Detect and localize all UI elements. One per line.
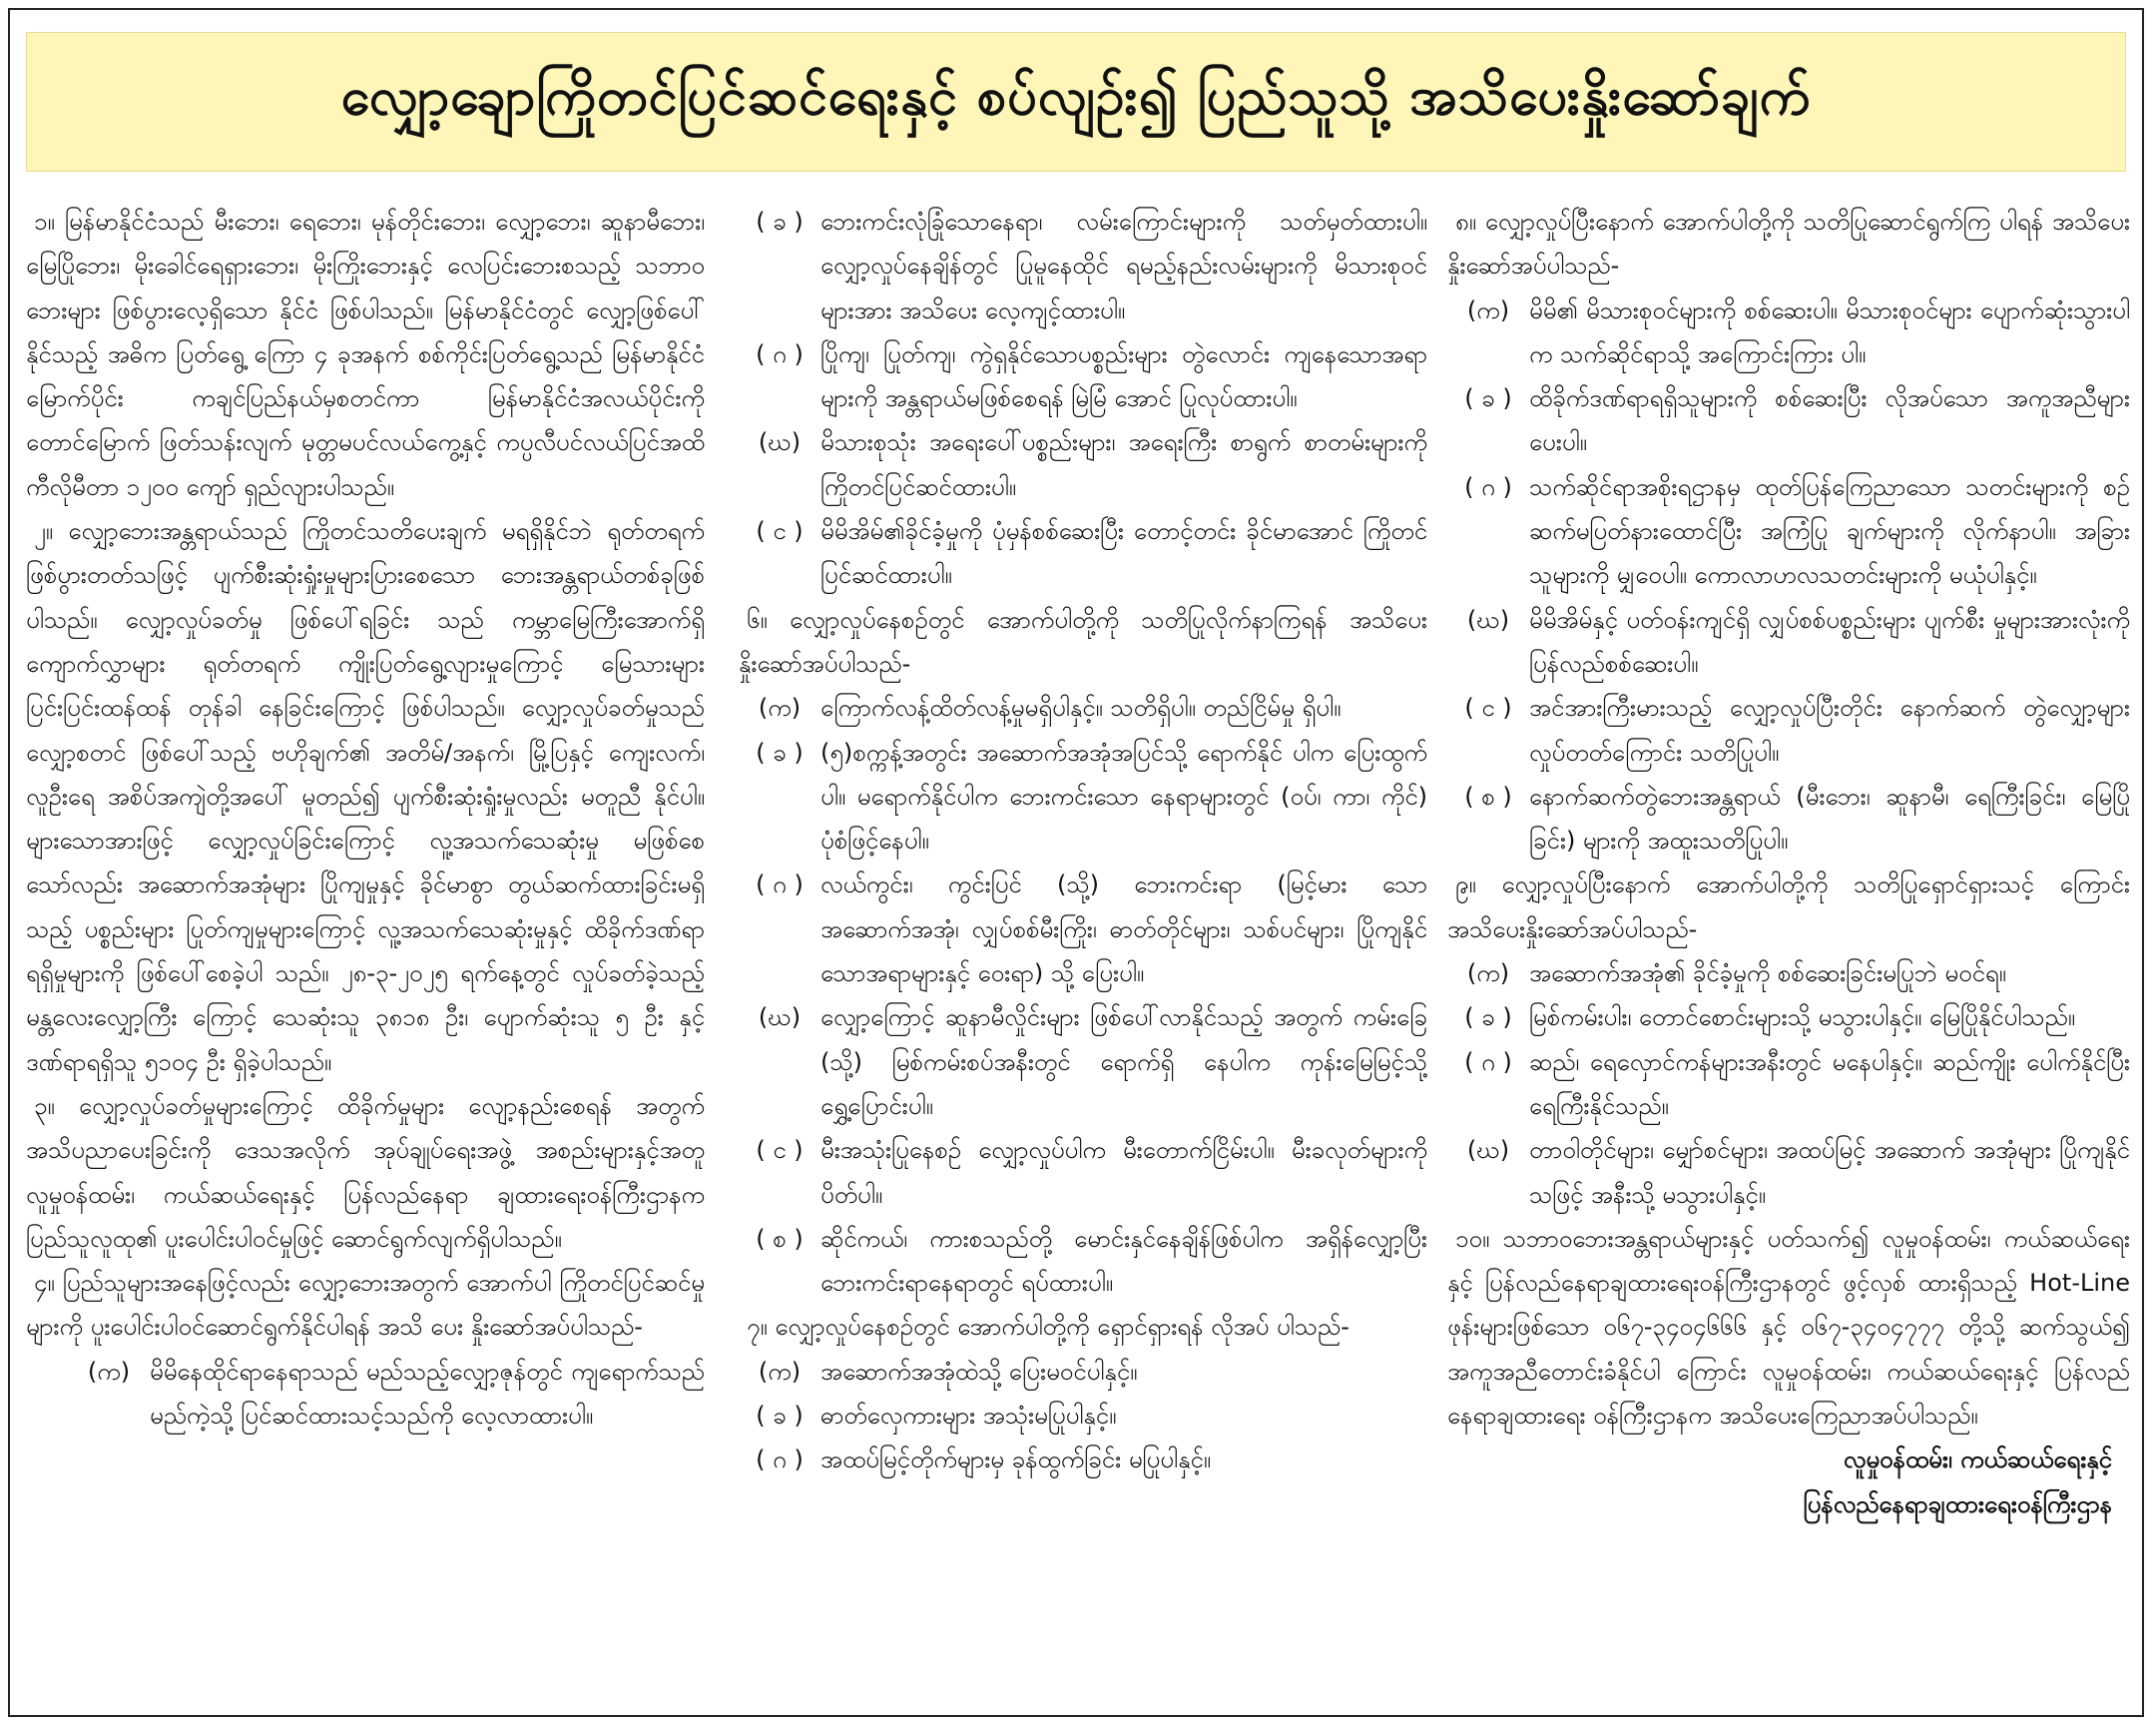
sub-item xyxy=(1447,465,2130,598)
sub-item-text: မိမိအိမ်နှင့် ပတ်ဝန်းကျင်ရှိ လျှပ်စစ်ပစ္စည်းများ ပျက်စီး မှုများအားလုံးကို ပြန်လည်စစ်ဆေးပါ။ xyxy=(1529,605,2130,678)
sub-item-marker: ( ဂ ) xyxy=(1464,472,1512,501)
column-middle xyxy=(739,200,1427,1697)
sub-item xyxy=(1447,1040,2130,1129)
sub-item-marker: ( ခ ) xyxy=(756,1402,804,1431)
sub-item-marker: ( ခ ) xyxy=(756,738,804,767)
sub-item-text: မိမိ၏ မိသားစုဝင်များကို စစ်ဆေးပါ။ မိသားစုဝင်များ ပျောက်ဆုံးသွားပါက သက်ဆိုင်ရာသို့ အကြောင်းကြား ပါ။ xyxy=(1529,295,2130,368)
numbered-paragraph: ၆။ လျှော့လှုပ်နေစဉ်တွင် အောက်ပါတို့ကို သတိပြုလိုက်နာကြရန် အသိပေးနှိုးဆော်အပ်ပါသည်- xyxy=(739,605,1427,678)
sub-item-text: အထပ်မြင့်တိုက်များမှ ခုန်ထွက်ခြင်း မပြုပါနှင့်။ xyxy=(820,1445,1212,1474)
sub-item-text: ထိခိုက်ဒဏ်ရာရရှိသူများကို စစ်ဆေးပြီး လိုအပ်သော အကူအညီများပေးပါ။ xyxy=(1529,384,2130,457)
sub-item-text: ဘေးကင်းလုံခြုံသောနေရာ၊ လမ်းကြောင်းများကို သတ်မှတ်ထားပါ။ လျှော့လှုပ်နေချိန်တွင် ပြုမူနေထိုင် ရမည့်နည်းလမ်းများကို မိသားစုဝင်များအား အသိပေး လေ့ကျင့်ထားပါ။ xyxy=(820,208,1427,324)
sub-item xyxy=(739,1128,1427,1217)
title-banner xyxy=(26,32,2126,172)
sub-item-marker: (က) xyxy=(1466,959,1510,988)
page-title: လျှော့ချောကြိုတင်ပြင်ဆင်ရေးနှင့် စပ်လျဉ်း၍ ပြည်သူသို့ အသိပေးနှိုးဆော်ချက် xyxy=(340,67,1812,127)
sub-item-marker: (ဃ) xyxy=(758,1003,802,1032)
sub-item xyxy=(739,863,1427,995)
sub-item xyxy=(1447,1128,2130,1217)
sub-item-marker: (ဃ) xyxy=(1466,1136,1510,1165)
sub-item-text: အဆောက်အအုံထဲသို့ ပြေးမဝင်ပါနှင့်။ xyxy=(820,1357,1138,1386)
numbered-paragraph: ၈။ လျှော့လှုပ်ပြီးနောက် အောက်ပါတို့ကို သတိပြုဆောင်ရွက်ကြ ပါရန် အသိပေးနှိုးဆော်အပ်ပါသည်- xyxy=(1447,208,2130,281)
sub-item-marker: ( ဂ ) xyxy=(756,1445,804,1474)
sub-item-text: နောက်ဆက်တွဲဘေးအန္တရာယ် (မီးဘေး၊ ဆူနာမီ၊ ရေကြီးခြင်း၊ မြေပြိုခြင်း) များကို အထူးသတိပြုပါ။ xyxy=(1529,782,2130,856)
sub-item-marker: ( ဂ ) xyxy=(756,870,804,899)
sub-item xyxy=(1447,775,2130,864)
sub-item xyxy=(739,1350,1427,1394)
sub-item xyxy=(1447,288,2130,377)
sub-item xyxy=(739,332,1427,421)
column-right xyxy=(1447,200,2130,1697)
sub-item-text: ဓာတ်လှေကားများ အသုံးမပြုပါနှင့်။ xyxy=(820,1402,1117,1431)
sub-item-marker: ( ခ ) xyxy=(1464,384,1512,413)
column-left xyxy=(26,200,705,1697)
sub-item xyxy=(739,995,1427,1128)
sub-item xyxy=(739,1217,1427,1306)
numbered-paragraph: ၁။ မြန်မာနိုင်ငံသည် မီးဘေး၊ ရေဘေး၊ မုန်တိုင်းဘေး၊ လျှော့ဘေး၊ ဆူနာမီဘေး၊ မြေပြိုဘေး၊ မိုးခေါင်ရေရှားဘေး၊ မိုးကြိုးဘေးနှင့် လေပြင်းဘေးစသည့် သဘာဝဘေးများ ဖြစ်ပွားလေ့ရှိသော နိုင်ငံ ဖြစ်ပါသည်။ မြန်မာနိုင်ငံတွင် လျှော့ဖြစ်ပေါ်နိုင်သည့် အဓိက ပြတ်ရွေ့ ကြော ၄ ခုအနက် စစ်ကိုင်းပြတ်ရွေ့သည် မြန်မာနိုင်ငံမြောက်ပိုင်း ကချင်ပြည်နယ်မှစတင်ကာ မြန်မာနိုင်ငံအလယ်ပိုင်းကို တောင်မြောက် ဖြတ်သန်းလျက် မုတ္တမပင်လယ်ကွေ့နှင့် ကပ္ပလီပင်လယ်ပြင်အထိ ကီလိုမီတာ ၁၂၀၀ ကျော် ရှည်လျားပါသည်။ xyxy=(26,208,705,501)
sub-item xyxy=(1447,951,2130,995)
sub-item-marker: ( စ ) xyxy=(1464,782,1512,811)
sub-item xyxy=(739,731,1427,864)
sub-item-text: (၅)စက္ကန့်အတွင်း အဆောက်အအုံအပြင်သို့ ရောက်နိုင် ပါက ပြေးထွက်ပါ။ မရောက်နိုင်ပါက ဘေးကင်းသော နေရာများတွင် (ဝပ်၊ ကာ၊ ကိုင်) ပုံစံဖြင့်နေပါ။ xyxy=(820,738,1427,856)
sub-item-marker: ( ခ ) xyxy=(1464,1003,1512,1032)
sub-item-marker: ( င ) xyxy=(756,517,804,546)
sub-item-text: မိမိအိမ်၏ခိုင်ခံ့မှုကို ပုံမှန်စစ်ဆေးပြီး တောင့်တင်း ခိုင်မာအောင် ကြိုတင်ပြင်ဆင်ထားပါ။ xyxy=(820,517,1427,590)
sub-item-marker: (က) xyxy=(758,694,802,723)
sub-item-text: မိမိနေထိုင်ရာနေရာသည် မည်သည့်လျှော့ဇုန်တွင် ကျရောက်သည် မည်ကဲ့သို့ ပြင်ဆင်ထားသင့်သည်ကို လေ့လာထားပါ။ xyxy=(150,1357,705,1431)
sub-item xyxy=(739,1394,1427,1438)
sub-item xyxy=(1447,598,2130,687)
sub-item-marker: (ဃ) xyxy=(758,428,802,457)
sub-item-text: မီးအသုံးပြုနေစဉ် လျှော့လှုပ်ပါက မီးတောက်ငြိမ်းပါ။ မီးခလုတ်များကို ပိတ်ပါ။ xyxy=(820,1136,1427,1209)
signature-line2: ပြန်လည်နေရာချထားရေးဝန်ကြီးဌာန xyxy=(1803,1489,2112,1518)
numbered-paragraph: ၄။ ပြည်သူများအနေဖြင့်လည်း လျှော့ဘေးအတွက် အောက်ပါ ကြိုတင်ပြင်ဆင်မှုများကို ပူးပေါင်းပါဝင်ဆောင်ရွက်နိုင်ပါရန် အသိ ပေး နှိုးဆော်အပ်ပါသည်- xyxy=(26,1269,705,1342)
sub-item xyxy=(1447,995,2130,1039)
sub-item-marker: (က) xyxy=(758,1357,802,1386)
sub-item-marker: (က) xyxy=(1466,295,1510,324)
sub-item-marker: ( စ ) xyxy=(756,1224,804,1253)
numbered-paragraph: ၃။ လျှော့လှုပ်ခတ်မှုများကြောင့် ထိခိုက်မှုများ လျော့နည်းစေရန် အတွက် အသိပညာပေးခြင်းကို ဒေသအလိုက် အုပ်ချုပ်ရေးအဖွဲ့ အစည်းများနှင့်အတူ လူမှုဝန်ထမ်း၊ ကယ်ဆယ်ရေးနှင့် ပြန်လည်နေရာ ချထားရေးဝန်ကြီးဌာနက ပြည်သူလူထု၏ ပူးပေါင်းပါဝင်မှုဖြင့် ဆောင်ရွက်လျက်ရှိပါသည်။ xyxy=(26,1091,705,1253)
sub-item-text: မြစ်ကမ်းပါး၊ တောင်စောင်းများသို့ မသွားပါနှင့်။ မြေပြိုနိုင်ပါသည်။ xyxy=(1529,1003,2076,1032)
sub-item-text: တာဝါတိုင်များ၊ မျှော်စင်များ၊ အထပ်မြင့် အဆောက် အအုံများ ပြိုကျနိုင်သဖြင့် အနီးသို့ မသွားပါနှင့်။ xyxy=(1529,1136,2130,1209)
sub-item xyxy=(739,200,1427,332)
numbered-paragraph: ၇။ လျှော့လှုပ်နေစဉ်တွင် အောက်ပါတို့ကို ရှောင်ရှားရန် လိုအပ် ပါသည်- xyxy=(747,1313,1349,1342)
sub-item-marker: ( ဂ ) xyxy=(756,339,804,368)
sub-item-marker: (ဃ) xyxy=(1466,605,1510,634)
sub-item-text: လယ်ကွင်း၊ ကွင်းပြင် (သို့) ဘေးကင်းရာ (မြင့်မား သော အဆောက်အအုံ၊ လျှပ်စစ်မီးကြိုး၊ ဓာတ်တိုင်များ၊ သစ်ပင်များ၊ ပြိုကျနိုင်သောအရာများနှင့် ဝေးရာ) သို့ ပြေးပါ။ xyxy=(820,870,1427,988)
sub-item-text: ကြောက်လန့်ထိတ်လန့်မှုမရှိပါနှင့်။ သတိရှိပါ။ တည်ငြိမ်မှု ရှိပါ။ xyxy=(820,694,1342,723)
sub-item xyxy=(739,1438,1427,1481)
sub-item-marker: ( ခ ) xyxy=(756,208,804,236)
numbered-paragraph: ၉။ လျှော့လှုပ်ပြီးနောက် အောက်ပါတို့ကို သတိပြုရှောင်ရှားသင့် ကြောင်း အသိပေးနှိုးဆော်အပ်ပါသည်- xyxy=(1447,870,2130,943)
sub-item xyxy=(26,1350,705,1439)
sub-item-text: ပြိုကျ၊ ပြုတ်ကျ၊ ကွဲရှနိုင်သောပစ္စည်းများ တွဲလောင်း ကျနေသောအရာများကို အန္တရာယ်မဖြစ်စေရန် မြဲမြံ အောင် ပြုလုပ်ထားပါ။ xyxy=(820,339,1427,413)
sub-item-text: ဆိုင်ကယ်၊ ကားစသည်တို့ မောင်းနှင်နေချိန်ဖြစ်ပါက အရှိန်လျှော့ပြီး ဘေးကင်းရာနေရာတွင် ရပ်ထားပါ။ xyxy=(820,1224,1427,1298)
sub-item-marker: ( ဂ ) xyxy=(1464,1047,1512,1076)
sub-item-text: မိသားစုသုံး အရေးပေါ်ပစ္စည်းများ၊ အရေးကြီး စာရွက် စာတမ်းများကို ကြိုတင်ပြင်ဆင်ထားပါ။ xyxy=(820,428,1427,501)
sub-item-text: သက်ဆိုင်ရာအစိုးရဌာနမှ ထုတ်ပြန်ကြေညာသော သတင်းများကို စဉ်ဆက်မပြတ်နားထောင်ပြီး အကြံပြု ချက်များကို လိုက်နာပါ။ အခြားသူများကို မျှဝေပါ။ ကောလာဟလသတင်းများကို မယုံပါနှင့်။ xyxy=(1529,472,2130,590)
numbered-paragraph: ၂။ လျှော့ဘေးအန္တရာယ်သည် ကြိုတင်သတိပေးချက် မရရှိနိုင်ဘဲ ရုတ်တရက် ဖြစ်ပွားတတ်သဖြင့် ပျက်စီးဆုံးရှုံးမှုများပြားစေသော ဘေးအန္တရာယ်တစ်ခုဖြစ်ပါသည်။ လျှော့လှုပ်ခတ်မှု ဖြစ်ပေါ်ရခြင်း သည် ကမ္ဘာမြေကြီးအောက်ရှိ ကျောက်လွှာများ ရုတ်တရက် ကျိုးပြတ်ရွေ့လျားမှုကြောင့် မြေသားများ ပြင်းပြင်းထန်ထန် တုန်ခါ နေခြင်းကြောင့် ဖြစ်ပါသည်။ လျှော့လှုပ်ခတ်မှုသည် လျှော့စတင် ဖြစ်ပေါ်သည့် ဗဟိုချက်၏ အတိမ်/အနက်၊ မြို့ပြနှင့် ကျေးလက်၊ လူဦးရေ အစိပ်အကျဲတို့အပေါ် မူတည်၍ ပျက်စီးဆုံးရှုံးမှုလည်း မတူညီ နိုင်ပါ။ များသောအားဖြင့် လျှော့လှုပ်ခြင်းကြောင့် လူ့အသက်သေဆုံးမှု မဖြစ်စေသော်လည်း အဆောက်အအုံများ ပြိုကျမှုနှင့် ခိုင်မာစွာ တွယ်ဆက်ထားခြင်းမရှိသည့် ပစ္စည်းများ ပြုတ်ကျမှုများကြောင့် လူ့အသက်သေဆုံးမှုနှင့် ထိခိုက်ဒဏ်ရာ ရရှိမှုများကို ဖြစ်ပေါ်စေခဲ့ပါ သည်။ ၂၈-၃-၂၀၂၅ ရက်နေ့တွင် လှုပ်ခတ်ခဲ့သည့် မန္တလေးလျှော့ကြီး ကြောင့် သေဆုံးသူ ၃၈၁၈ ဦး၊ ပျောက်ဆုံးသူ ၅ ဦး နှင့် ဒဏ်ရာရရှိသူ ၅၁၀၄ ဦး ရှိခဲ့ပါသည်။ xyxy=(26,517,705,1076)
sub-item xyxy=(1447,686,2130,775)
signature-line1: လူမှုဝန်ထမ်း၊ ကယ်ဆယ်ရေးနှင့် xyxy=(1843,1445,2112,1474)
sub-item-text: လျှော့ကြောင့် ဆူနာမီလှိုင်းများ ဖြစ်ပေါ်လာနိုင်သည့် အတွက် ကမ်းခြေ (သို့) မြစ်ကမ်းစပ်အနီးတွင် ရောက်ရှိ နေပါက ကုန်းမြေမြင့်သို့ ရွှေ့ပြောင်းပါ။ xyxy=(820,1003,1427,1120)
sub-item-text: ဆည်၊ ရေလှောင်ကန်များအနီးတွင် မနေပါနှင့်။ ဆည်ကျိုး ပေါက်နိုင်ပြီး ရေကြီးနိုင်သည်။ xyxy=(1529,1047,2130,1120)
sub-item-text: အဆောက်အအုံ၏ ခိုင်ခံ့မှုကို စစ်ဆေးခြင်းမပြုဘဲ မဝင်ရ။ xyxy=(1529,959,2006,988)
sub-item-marker: ( င ) xyxy=(756,1136,804,1165)
sub-item xyxy=(739,509,1427,598)
sub-item xyxy=(1447,376,2130,465)
numbered-paragraph: ၁၀။ သဘာဝဘေးအန္တရာယ်များနှင့် ပတ်သက်၍ လူမှုဝန်ထမ်း၊ ကယ်ဆယ်ရေးနှင့် ပြန်လည်နေရာချထားရေးဝန်ကြီးဌာနတွင် ဖွင့်လှစ် ထားရှိသည့် Hot-Line ဖုန်းများဖြစ်သော ၀၆၇-၃၄၀၄၆၆၆ နှင့် ၀၆၇-၃၄၀၄၇၇၇ တို့သို့ ဆက်သွယ်၍ အကူအညီတောင်းခံနိုင်ပါ ကြောင်း လူမှုဝန်ထမ်း၊ ကယ်ဆယ်ရေးနှင့် ပြန်လည်နေရာချထားရေး ဝန်ကြီးဌာနက အသိပေးကြေညာအပ်ပါသည်။ xyxy=(1447,1224,2130,1431)
sub-item-text: အင်အားကြီးမားသည့် လျှော့လှုပ်ပြီးတိုင်း နောက်ဆက် တွဲလျှော့များ လှုပ်တတ်ကြောင်း သတိပြုပါ။ xyxy=(1529,694,2130,767)
sub-item xyxy=(739,686,1427,730)
sub-item-marker: ( င ) xyxy=(1464,694,1512,723)
sub-item-marker: (က) xyxy=(87,1357,131,1386)
sub-item xyxy=(739,420,1427,509)
